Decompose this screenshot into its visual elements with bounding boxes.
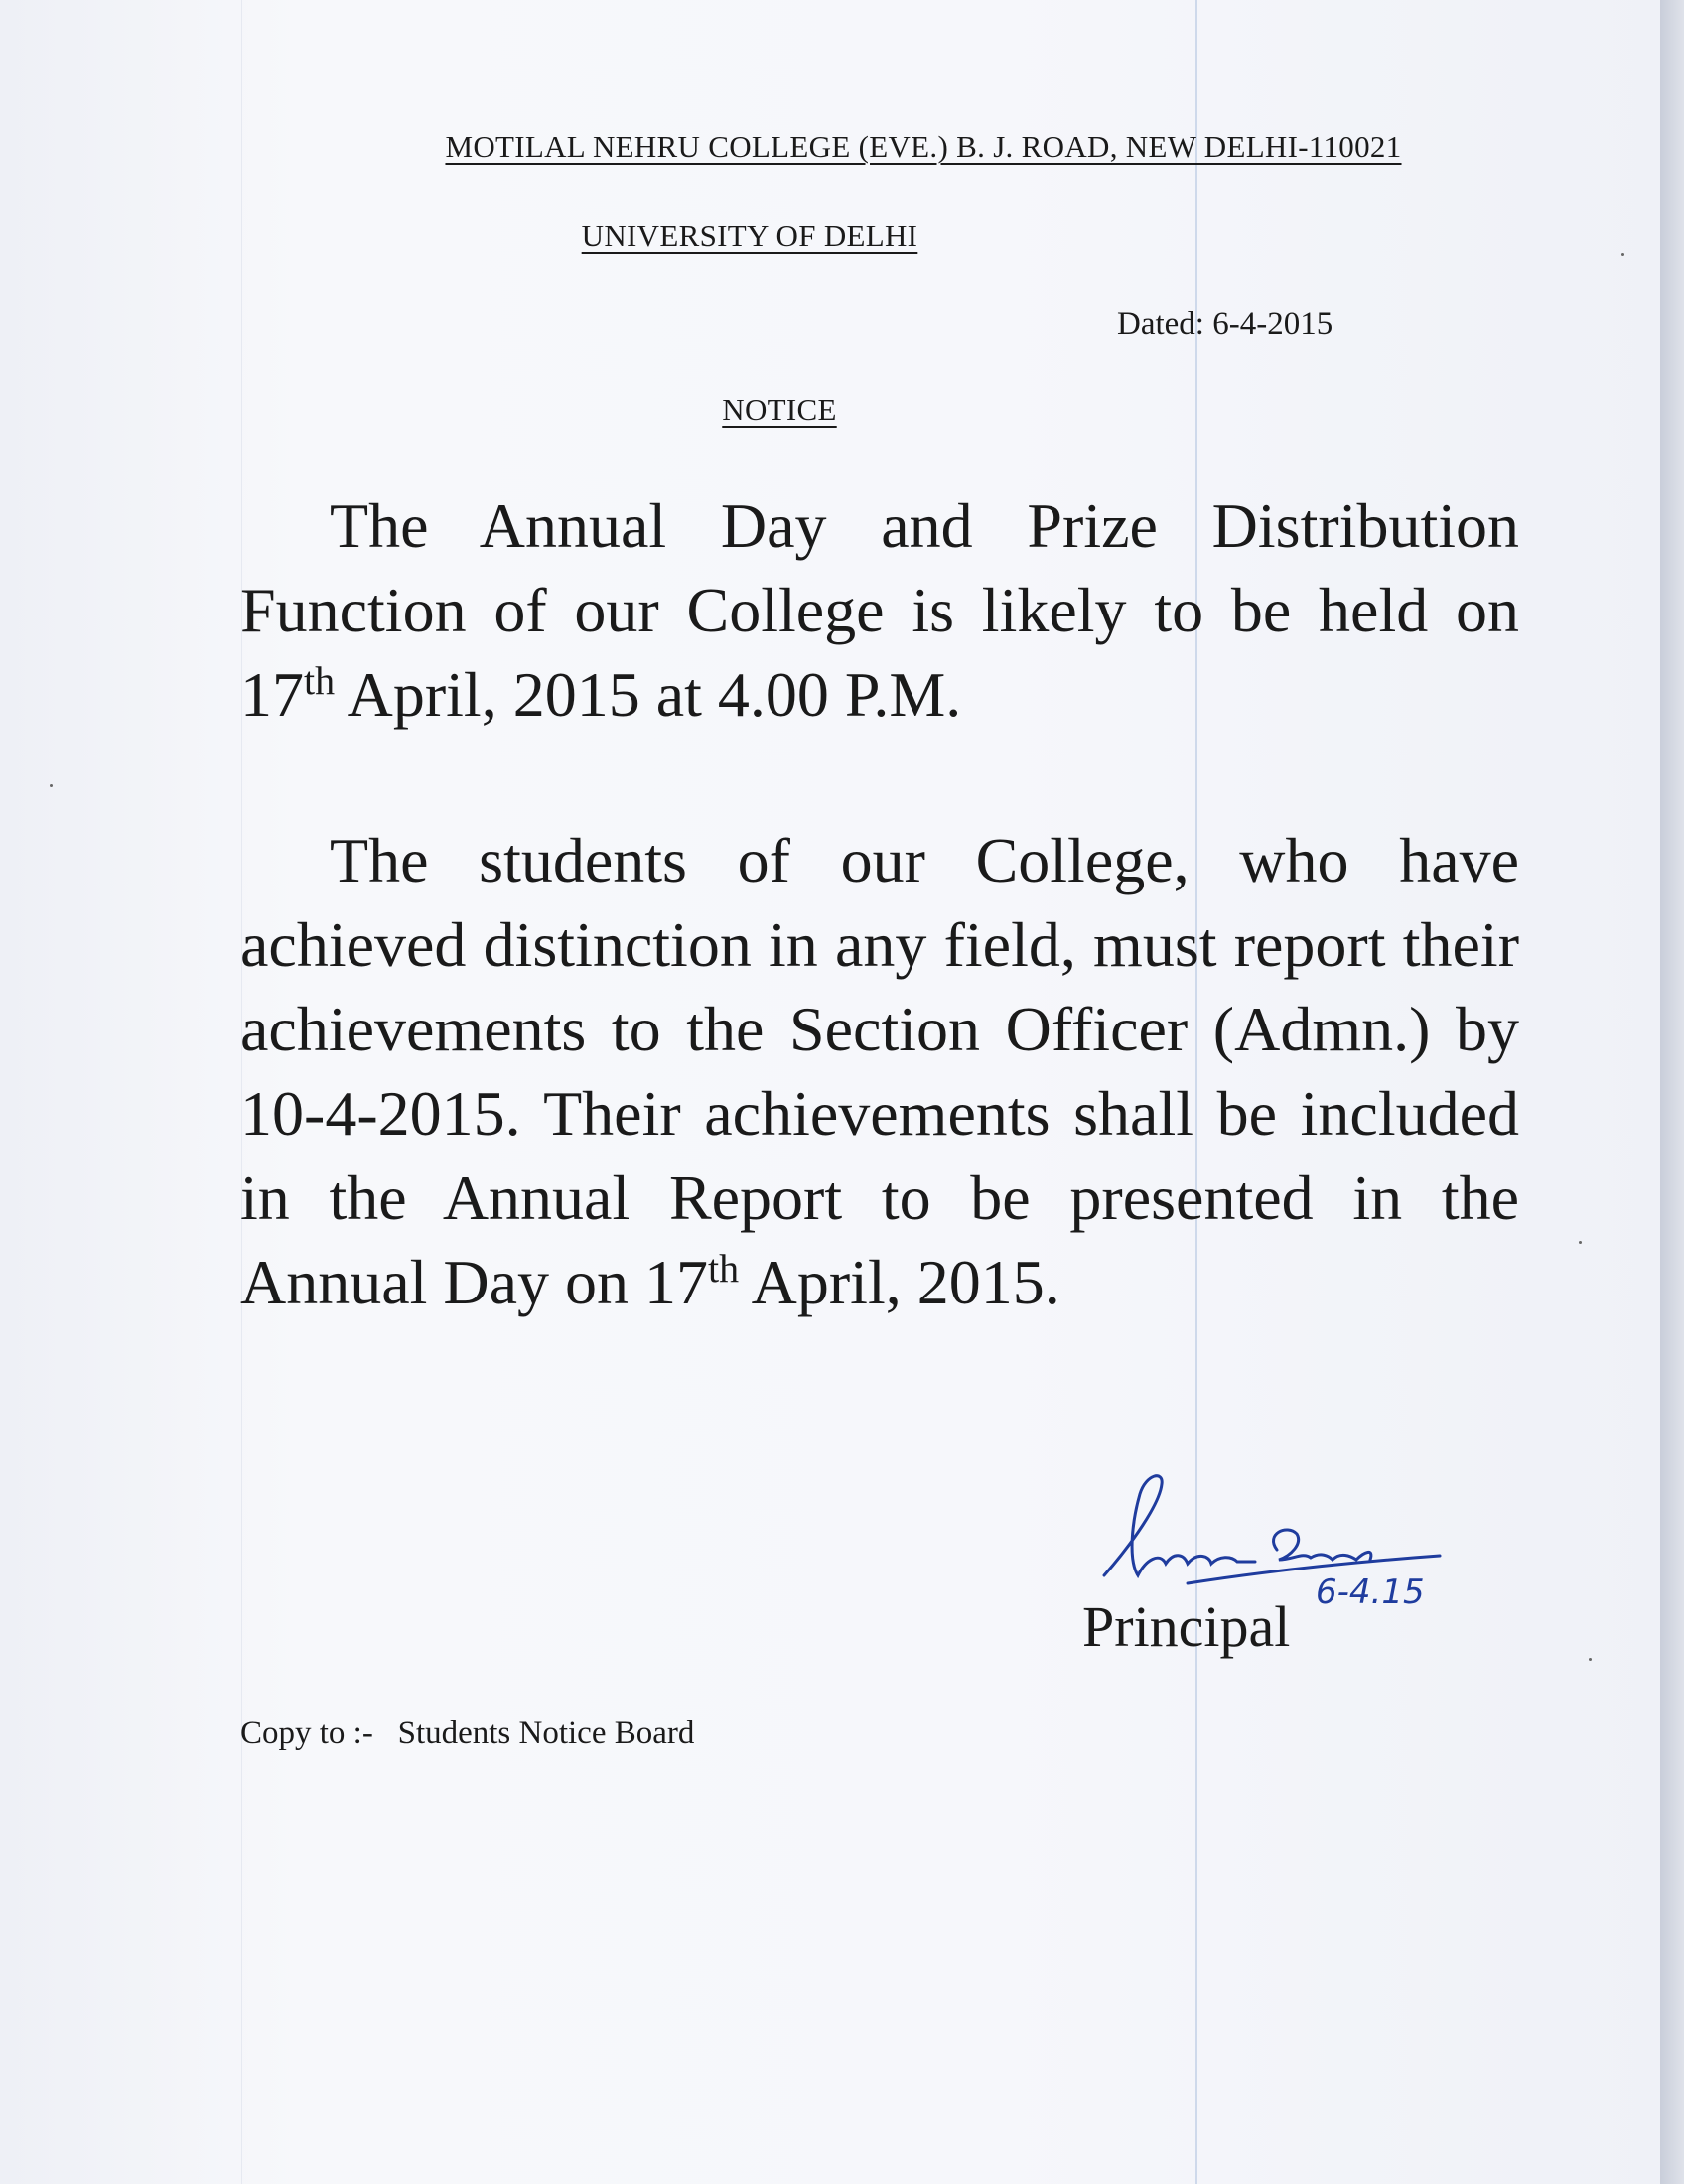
notice-title-text: NOTICE: [722, 392, 837, 427]
copy-to-line: Copy to :- Students Notice Board: [240, 1715, 695, 1751]
scan-speck: [1621, 253, 1624, 256]
college-header-text: MOTILAL NEHRU COLLEGE (EVE.) B. J. ROAD, NEW DELHI-110021: [445, 129, 1402, 164]
university-header: [0, 218, 1638, 254]
paragraph-achievements: [240, 818, 1519, 1324]
university-header-text: UNIVERSITY OF DELHI: [581, 218, 918, 253]
scan-speck: [1579, 1241, 1582, 1244]
signature-date: 6-4.15: [1316, 1572, 1425, 1612]
para2-superscript: th: [708, 1246, 740, 1291]
scan-speck: [1589, 1658, 1592, 1661]
paragraph-annual-day: [240, 483, 1519, 737]
scan-speck: [50, 784, 53, 787]
college-header: [35, 129, 1684, 165]
principal-label: Principal: [1082, 1594, 1291, 1659]
page-edge-shadow: [1660, 0, 1684, 2184]
para1-text: The Annual Day and Prize Distribution Function of our College is likely to be held on 17: [240, 490, 1519, 730]
notice-title: [0, 392, 1668, 428]
para2-text-end: April, 2015.: [739, 1247, 1060, 1317]
para1-superscript: th: [304, 658, 336, 703]
para1-text-end: April, 2015 at 4.00 P.M.: [335, 659, 962, 730]
notice-date: Dated: 6-4-2015: [1117, 306, 1333, 341]
para2-text: The students of our College, who have achieved distinction in any field, must report their achievements to the Section Officer (Admn.) by 10-4-2015. Their achievements shall be included in the Annual Report to be presented in the Annual Day on 17: [240, 825, 1519, 1317]
